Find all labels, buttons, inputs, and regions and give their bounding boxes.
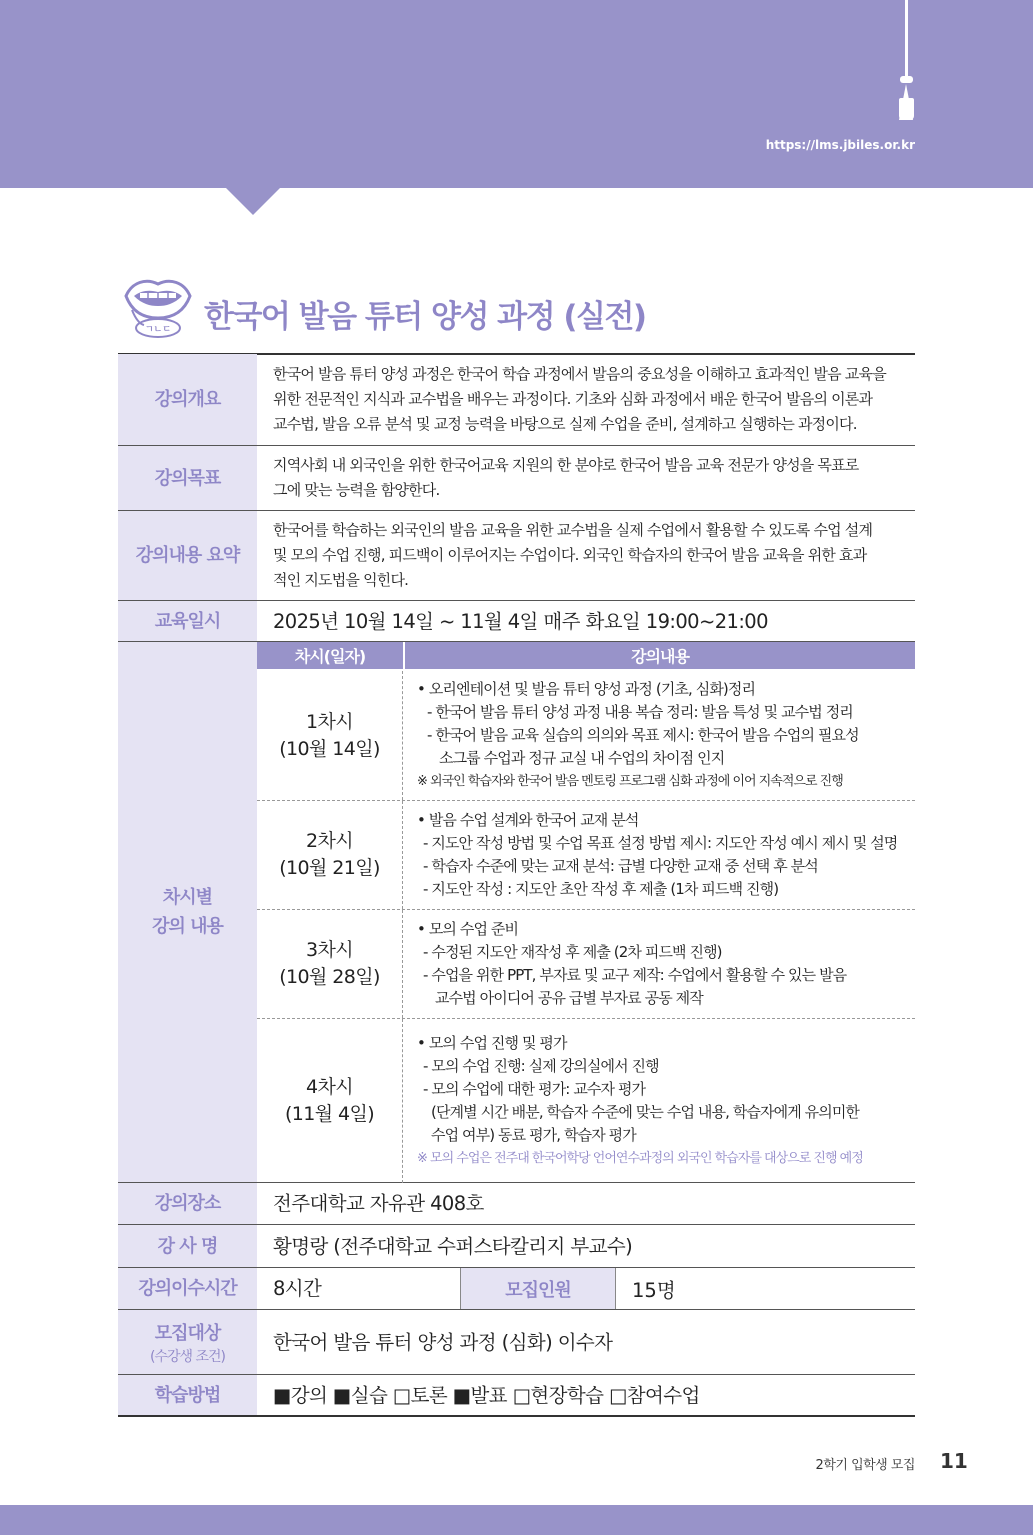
label-sessions bbox=[118, 642, 257, 1182]
session-line: 수업 여부) 동료 평가, 학습자 평가 bbox=[431, 1126, 636, 1144]
value-schedule-date: 2025년 10월 14일 ~ 11월 4일 매주 화요일 19:00~21:00 bbox=[273, 609, 768, 633]
session-date: (11월 4일) bbox=[284, 1103, 375, 1125]
value-overview bbox=[257, 354, 915, 445]
session-line: (단계별 시간 배분, 학습자 수준에 맞는 수업 내용, 학습자에게 유의미한 bbox=[431, 1103, 860, 1121]
session-line: • 발음 수업 설계와 한국어 교재 분석 bbox=[417, 811, 639, 829]
header-band bbox=[0, 0, 1033, 188]
value-quota: 15명 bbox=[632, 1278, 676, 1302]
session-number: 4차시 bbox=[306, 1076, 353, 1098]
session-row-1 bbox=[257, 671, 915, 801]
label-sessions-line2: 강의 내용 bbox=[152, 916, 223, 937]
session-row-3 bbox=[257, 910, 915, 1019]
summary-line: 적인 지도법을 익힌다. bbox=[273, 571, 409, 589]
bookmark-tassel-fill bbox=[899, 98, 914, 120]
session-date-cell bbox=[257, 910, 403, 1018]
session-line: - 지도안 작성 방법 및 수업 목표 설정 방법 제시: 지도안 작성 예시 제시 및 설명 bbox=[423, 834, 898, 852]
session-line: • 모의 수업 준비 bbox=[417, 920, 519, 938]
row-target bbox=[118, 1310, 915, 1375]
session-line: • 오리엔테이션 및 발음 튜터 양성 과정 (기초, 심화)정리 bbox=[417, 680, 756, 698]
page-title: 한국어 발음 튜터 양성 과정 (실전) bbox=[204, 299, 646, 335]
row-method bbox=[118, 1375, 915, 1416]
footer-text: 2학기 입학생 모집 bbox=[815, 1458, 915, 1473]
table-bottom-rule bbox=[118, 1415, 915, 1417]
footer-band bbox=[0, 1505, 1033, 1535]
row-hours bbox=[118, 1268, 915, 1310]
value-hours: 8시간 bbox=[273, 1277, 322, 1300]
label-method: 학습방법 bbox=[118, 1375, 257, 1416]
header-session-date: 차시(일자) bbox=[257, 642, 403, 669]
value-goal bbox=[257, 446, 915, 510]
label-overview: 강의개요 bbox=[118, 354, 257, 445]
label-sessions-line1: 차시별 bbox=[162, 887, 213, 908]
label-target-sub: (수강생 조건) bbox=[150, 1348, 225, 1365]
value-summary bbox=[257, 511, 915, 600]
session-line: • 모의 수업 진행 및 평가 bbox=[417, 1034, 567, 1052]
header-session-content: 강의내용 bbox=[405, 642, 915, 669]
session-line: - 한국어 발음 교육 실습의 의의와 목표 제시: 한국어 발음 수업의 필요성 bbox=[427, 726, 859, 744]
session-table-header bbox=[257, 642, 915, 669]
session-content-cell bbox=[405, 910, 915, 1018]
row-summary bbox=[118, 511, 915, 601]
label-schedule-date: 교육일시 bbox=[118, 601, 257, 641]
session-line: - 수정된 지도안 재작성 후 제출 (2차 피드백 진행) bbox=[423, 943, 722, 961]
header-notch bbox=[226, 188, 280, 215]
goal-line: 지역사회 내 외국인을 위한 한국어교육 지원의 한 분야로 한국어 발음 교육 전문가 양성을 목표로 bbox=[273, 456, 859, 474]
session-number: 3차시 bbox=[306, 939, 353, 961]
value-instructor: 황명랑 (전주대학교 수퍼스타칼리지 부교수) bbox=[273, 1234, 633, 1258]
session-date: (10월 14일) bbox=[279, 737, 380, 760]
session-line: 교수법 아이디어 공유 급별 부자료 공동 제작 bbox=[435, 989, 703, 1007]
session-line: - 한국어 발음 튜터 양성 과정 내용 복습 정리: 발음 특성 및 교수법 정리 bbox=[427, 703, 853, 721]
row-schedule-date bbox=[118, 601, 915, 642]
session-line: - 수업을 위한 PPT, 부자료 및 교구 제작: 수업에서 활용할 수 있는 발음 bbox=[423, 966, 847, 984]
session-line: - 학습자 수준에 맞는 교재 분석: 급별 다양한 교재 중 선택 후 분석 bbox=[423, 857, 818, 875]
session-number: 2차시 bbox=[306, 830, 353, 852]
row-place bbox=[118, 1183, 915, 1225]
session-number: 1차시 bbox=[306, 710, 353, 733]
session-line: - 모의 수업에 대한 평가: 교수자 평가 bbox=[423, 1080, 646, 1098]
overview-line: 위한 전문적인 지식과 교수법을 배우는 과정이다. 기초와 심화 과정에서 배운 한국어 발음의 이론과 bbox=[273, 390, 873, 408]
page-number: 11 bbox=[940, 1449, 968, 1473]
session-note: ※ 외국인 학습자와 한국어 발음 멘토링 프로그램 심화 과정에 이어 지속적으로 진행 bbox=[417, 774, 843, 789]
goal-line: 그에 맞는 능력을 함양한다. bbox=[273, 481, 440, 499]
label-goal: 강의목표 bbox=[118, 446, 257, 510]
label-summary: 강의내용 요약 bbox=[118, 511, 257, 600]
overview-line: 교수법, 발음 오류 분석 및 교정 능력을 바탕으로 실제 수업을 준비, 설계하고 실행하는 과정이다. bbox=[273, 415, 857, 433]
label-instructor: 강 사 명 bbox=[118, 1225, 257, 1267]
label-hours: 강의이수시간 bbox=[118, 1268, 257, 1309]
row-sessions bbox=[118, 642, 915, 1183]
overview-line: 한국어 발음 튜터 양성 과정은 한국어 학습 과정에서 발음의 중요성을 이해하고 효과적인 발음 교육을 bbox=[273, 365, 886, 383]
session-date-cell bbox=[257, 1019, 403, 1183]
value-target: 한국어 발음 튜터 양성 과정 (심화) 이수자 bbox=[273, 1330, 613, 1354]
session-row-4 bbox=[257, 1019, 915, 1183]
session-line: - 모의 수업 진행: 실제 강의실에서 진행 bbox=[423, 1057, 659, 1075]
summary-line: 및 모의 수업 진행, 피드백이 이루어지는 수업이다. 외국인 학습자의 한국어 발음 교육을 위한 효과 bbox=[273, 546, 867, 564]
mouth-icon bbox=[118, 268, 198, 338]
session-note: ※ 모의 수업은 전주대 한국어학당 언어연수과정의 외국인 학습자를 대상으로 진행 예정 bbox=[417, 1151, 863, 1166]
row-instructor bbox=[118, 1225, 915, 1268]
row-overview bbox=[118, 354, 915, 446]
label-quota: 모집인원 bbox=[460, 1268, 616, 1309]
session-date-cell bbox=[257, 801, 403, 909]
session-line: 소그룹 수업과 정규 교실 내 수업의 차이점 인지 bbox=[439, 749, 725, 767]
session-date: (10월 21일) bbox=[279, 857, 380, 879]
label-target bbox=[118, 1310, 257, 1374]
header-url[interactable]: https://lms.jbiles.or.kr bbox=[765, 138, 915, 152]
session-date-cell bbox=[257, 671, 403, 800]
mouth-icon-caption: ㄱㄴㄷ bbox=[144, 325, 172, 335]
row-goal bbox=[118, 446, 915, 511]
bookmark-tassel-string bbox=[905, 0, 908, 80]
summary-line: 한국어를 학습하는 외국인의 발음 교육을 위한 교수법을 실제 수업에서 활용할 수 있도록 수업 설계 bbox=[273, 521, 873, 539]
label-target-main: 모집대상 bbox=[154, 1322, 221, 1344]
session-content-cell bbox=[405, 671, 915, 800]
session-content-cell bbox=[405, 801, 915, 909]
session-content-cell bbox=[405, 1019, 915, 1183]
session-date: (10월 28일) bbox=[279, 966, 380, 988]
session-table bbox=[257, 642, 915, 1182]
value-method: ■강의 ■실습 □토론 ■발표 □현장학습 □참여수업 bbox=[273, 1384, 700, 1407]
label-place: 강의장소 bbox=[118, 1183, 257, 1224]
bookmark-tassel-knot bbox=[900, 76, 913, 83]
session-line: - 지도안 작성 : 지도안 초안 작성 후 제출 (1차 피드백 진행) bbox=[423, 880, 779, 898]
value-place: 전주대학교 자유관 408호 bbox=[273, 1192, 484, 1215]
session-row-2 bbox=[257, 801, 915, 910]
